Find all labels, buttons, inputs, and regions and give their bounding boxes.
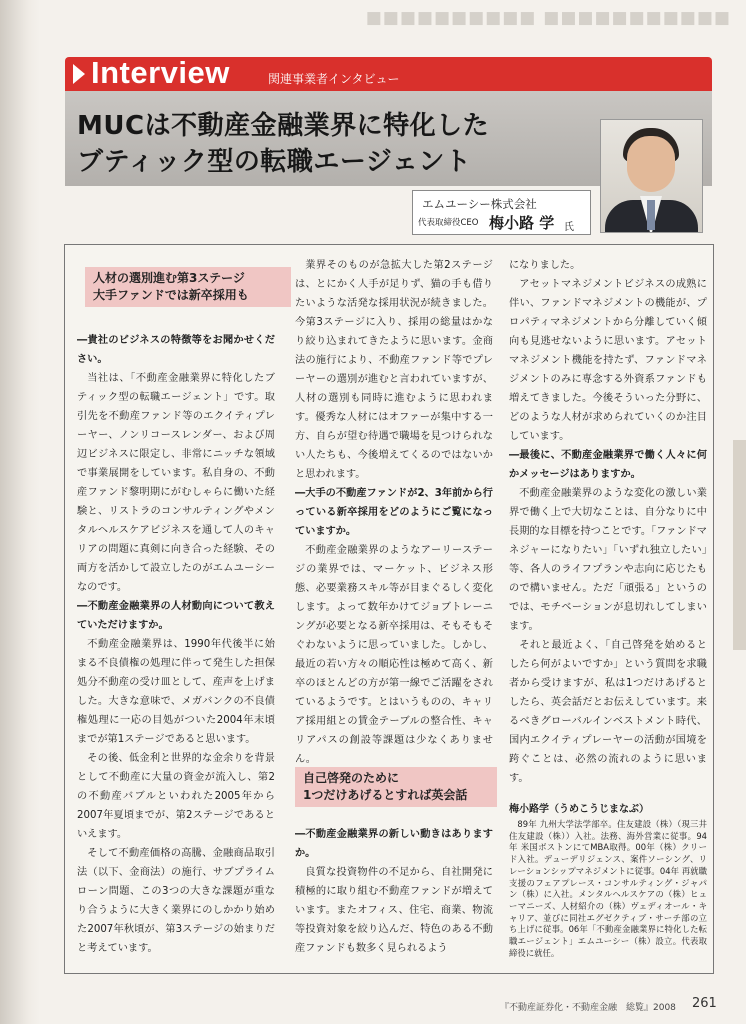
interview-banner xyxy=(65,57,712,91)
triangle-arrow-icon xyxy=(73,64,85,84)
portrait-tie xyxy=(647,200,655,230)
bio-text: 89年 九州大学法学部卒。住友建設（株）（現三井住友建設（株））入社。法務、海外営業に従事。94年 米国ボストンにてMBA取得。00年（株）クリード入社。デューデリジェンス、案件ソーシング、リレーションシップマネジメントに従事。04年 再就職支援のフェアプレース・コンサルティング・ジャパン（株）に入社。メンタルヘルスケアの（株）ヒューマニーズ、人材紹介の（株）ヴェディオール・キャリア、並びに同社エグゼクティブ・サーチ部の立ち上げに従事。06年「不動産金融業界に特化した転職エージェント」エムユーシー（株）設立。代表取締役に就任。 xyxy=(509,819,707,958)
paragraph: アセットマネジメントビジネスの成熟に伴い、ファンドマネジメントの機能が、プロパティマネジメントから分離していく傾向も見逃せないように思います。アセットマネジメント機能を持たず、ファンドマネジメントのみに専念する外資系ファンドも増えてきました。今後そういった分野に、どのような人材が求められていくのか注目しています。 xyxy=(509,279,707,442)
headline-line-2: ブティック型の転職エージェント xyxy=(77,147,472,177)
page-edge-tab xyxy=(733,440,746,650)
question: ―不動産金融業界の新しい動きはありますか。 xyxy=(295,829,493,859)
section-heading-2-line-1: 自己啓発のために xyxy=(303,771,400,785)
section-heading-1-line-1: 人材の選別進む第3ステージ xyxy=(93,271,245,285)
paragraph: 業界そのものが急拡大した第2ステージは、とにかく人手が足りず、猫の手も借りたいような活発な採用状況が続きました。今第3ステージに入り、採用の総量はかなり絞り込まれてきたように思います。金商法の施行により、不動産ファンド等でプレーヤーの選別が進むと言われていますが、人材の選別も同時に進むように思われます。優秀な人材にはオファーが集中する一方、自らが望む待遇で職場を見つけられない人たちも、今後増えてくるのではないかと思われます。 xyxy=(295,260,493,480)
headline-line-1: MUCは不動産金融業界に特化した xyxy=(77,111,490,141)
portrait-face xyxy=(627,136,675,192)
page-number: 261 xyxy=(692,996,717,1011)
binding-shadow xyxy=(0,0,40,1024)
article-frame xyxy=(64,244,714,974)
question: ―最後に、不動産金融業界で働く人々に何かメッセージはありますか。 xyxy=(509,450,707,480)
column-1-text xyxy=(77,331,275,958)
column-3-text xyxy=(509,256,707,788)
column-2-text-bottom xyxy=(295,825,493,958)
paragraph: それと最近よく、「自己啓発を始めるとしたら何がよいですか」という質問を求職者から受けますが、私は1つだけあげるとしたら、英会話だとお伝えしています。来るべきグローバルインベストメント時代、国内エクイティプレーヤーの活動が国境を跨ぐことは、必然の流れのように思います。 xyxy=(509,640,707,784)
paragraph: 不動産金融業界は、1990年代後半に始まる不良債権の処理に伴って発生した担保処分不動産の受け皿として、産声を上げました。大きな意味で、メガバンクの不良債権処理に一応の目処がついた2004年末頃までが第1ステージであると思います。 xyxy=(77,639,275,745)
name-suffix: 氏 xyxy=(564,222,574,233)
bio-name: 梅小路学（うめこうじまなぶ） xyxy=(509,804,649,815)
banner-subtitle: 関連事業者インタビュー xyxy=(268,72,400,86)
profile-box xyxy=(412,190,591,235)
ceo-name: 梅小路 学 xyxy=(489,214,555,232)
section-heading-2 xyxy=(295,767,497,807)
paragraph: その後、低金利と世界的な金余りを背景として不動産に大量の資金が流入し、第2の不動産バブルといわれた2005年から2007年夏頃までが、第2ステージであるといえます。 xyxy=(77,753,275,840)
paragraph: 不動産金融業界のようなアーリーステージの業界では、マーケット、ビジネス形態、必要業務スキル等が目まぐるしく変化します。よって数年かけてジョブトレーニングが必要となる新卒採用は、そもそもそぐわないように思っていました。しかし、最近の若い方々の順応性は極めて高く、新卒のほとんどの方が第一線でご活躍をされているようです。とはいうものの、キャリア採用組との賃金テーブルの整合性、キャリアパスの創設等課題は少なくありません。 xyxy=(295,545,493,765)
paragraph: 良質な投資物件の不足から、自社開発に積極的に取り組む不動産ファンドが増えています。またオフィス、住宅、商業、物流等投資対象を絞り込んだ、特色のある不動産ファンドも数多く見られるよう xyxy=(295,867,493,954)
paragraph: そして不動産価格の高騰、金融商品取引法（以下、金商法）の施行、サブプライムローン問題、この3つの大きな課題が重なり合うように大きく業界にのしかかり始めた2007年秋頃が、第3ステージの始まりだと考えています。 xyxy=(77,848,275,954)
company-name: エムユーシー株式会社 xyxy=(422,197,537,211)
question: ―不動産金融業界の人材動向について教えていただけますか。 xyxy=(77,601,275,631)
section-heading-2-line-2: 1つだけあげるとすれば英会話 xyxy=(303,788,468,802)
ceo-title: 代表取締役CEO xyxy=(418,218,479,228)
publication-footer: 『不動産証券化・不動産金融 総覧』2008 xyxy=(500,1003,676,1013)
paragraph: 不動産金融業界のような変化の激しい業界で働く上で大切なことは、自分なりに中長期的な目標を持つことです。「ファンドマネジャーになりたい」「いずれ独立したい」等、各人のライフプランや志向に応じたもので構いません。ただ「頑張る」というのでは、モチベーションが息切れしてしまいます。 xyxy=(509,488,707,632)
section-heading-1-line-2: 大手ファンドでは新卒採用も xyxy=(93,288,249,302)
profile-bio xyxy=(509,798,707,959)
portrait-photo xyxy=(600,119,703,233)
section-heading-1 xyxy=(85,267,291,307)
question: ―貴社のビジネスの特徴等をお聞かせください。 xyxy=(77,335,275,365)
bleed-through-text: ■■■■■■■■■■■ ■■■■■■■■■■ xyxy=(364,8,730,28)
paragraph: になりました。 xyxy=(509,260,581,271)
column-2-text-top xyxy=(295,256,493,769)
question: ―大手の不動産ファンドが2、3年前から行っている新卒採用をどのようにご覧になっていますか。 xyxy=(295,488,493,537)
paragraph: 当社は、「不動産金融業界に特化したブティック型の転職エージェント」です。取引先を不動産ファンド等のエクイティプレーヤー、ノンリコースレンダー、および周辺ビジネスに限定し、非常にニッチな領域で事業展開をしています。私自身の、不動産ファンド黎明期にがむしゃらに働いた経験と、リストラのコンサルティングやメンタルヘルスケアビジネスを通して人のキャリアの問題に真剣に向き合った経験、その両方を活かして設立したのがエムユーシーなのです。 xyxy=(77,373,275,593)
banner-title: Interview xyxy=(91,55,230,90)
